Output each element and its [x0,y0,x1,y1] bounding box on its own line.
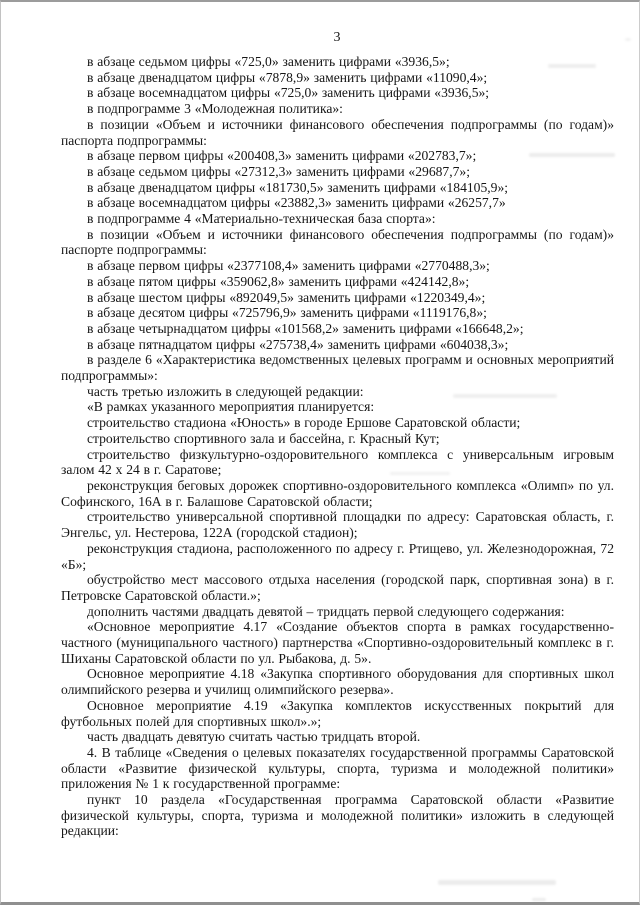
paragraph: «Основное мероприятие 4.17 «Создание объектов спорта в рамках государственно-частного (муниципального частного) партнерства «Спортивно-оздоровительный комплекс в г. Шиханы Саратовской области по ул. Рыбакова, д. 5». [61,619,614,666]
page-number: 3 [333,30,341,45]
paragraph: обустройство мест массового отдыха населения (городской парк, спортивная зона) в г. Петровске Саратовской области.»; [61,572,614,603]
document-body [61,54,614,839]
paragraph: строительство физкультурно-оздоровительного комплекса с универсальным игровым залом 42 х 24 в г. Саратове; [61,446,614,478]
paragraph: в позиции «Объем и источники финансового обеспечения подпрограммы (по годам)» паспорта подпрограммы: [61,116,614,148]
paragraph: в абзаце седьмом цифры «27312,3» заменить цифрами «29687,7»; [87,163,470,179]
paragraph: в абзаце пятом цифры «359062,8» заменить цифрами «424142,8»; [87,273,470,289]
paragraph: часть двадцать девятую считать частью тридцать второй. [87,729,421,745]
scan-artifact [532,898,546,901]
paragraph: в подпрограмме 3 «Молодежная политика»: [87,101,343,117]
paragraph: в абзаце шестом цифры «892049,5» заменить цифрами «1220349,4»; [87,289,486,305]
paragraph: в разделе 6 «Характеристика ведомственных целевых программ и основных мероприятий подпрограммы»: [61,352,614,384]
paragraph: часть третью изложить в следующей редакции: [87,383,364,399]
paragraph: в абзаце первом цифры «2377108,4» заменить цифрами «2770488,3»; [87,258,490,274]
paragraph: в абзаце пятнадцатом цифры «275738,4» заменить цифрами «604038,3»; [87,336,509,352]
paragraph: в абзаце первом цифры «200408,3» заменить цифрами «202783,7»; [87,148,477,164]
paragraph: реконструкция беговых дорожек спортивно-оздоровительного комплекса «Олимп» по ул. Софинского, 16А в г. Балашове Саратовской области; [61,477,614,509]
paragraph: строительство стадиона «Юность» в городе Ершове Саратовской области; [87,415,521,431]
paragraph: в абзаце четырнадцатом цифры «101568,2» заменить цифрами «166648,2»; [87,320,524,336]
paragraph: строительство универсальной спортивной площадки по адресу: Саратовская область, г. Энгельс, ул. Нестерова, 122А (городской стадион); [61,509,614,541]
paragraph: реконструкция стадиона, расположенного по адресу г. Ртищево, ул. Железнодорожная, 72 «Б»; [61,540,614,572]
scan-artifact [438,880,556,885]
paragraph: строительство спортивного зала и бассейна, г. Красный Кут; [87,430,440,446]
paragraph: в абзаце восемнадцатом цифры «23882,3» заменить цифрами «26257,7» [87,195,506,211]
paragraph: дополнить частями двадцать девятой – тридцать первой следующего содержания: [87,603,565,619]
paragraph: пункт 10 раздела «Государственная программа Саратовской области «Развитие физической культуры, спорта, туризма и молодежной политики» изложить в следующей редакции: [61,792,614,839]
paragraph: «В рамках указанного мероприятия планируется: [87,399,375,415]
paragraph: в абзаце двенадцатом цифры «7878,9» заменить цифрами «11090,4»; [87,69,488,85]
paragraph: в абзаце восемнадцатом цифры «725,0» заменить цифрами «3936,5»; [87,85,490,101]
paragraph: в абзаце двенадцатом цифры «181730,5» заменить цифрами «184105,9»; [87,179,509,195]
paragraph: 4. В таблице «Сведения о целевых показателях государственной программы Саратовской области «Развитие физической культуры, спорта, туризма и молодежной политики» приложения № 1 к государственной программе: [61,744,614,792]
paragraph: Основное мероприятие 4.19 «Закупка комплектов искусственных покрытий для футбольных полей для спортивных школ».»; [61,697,614,729]
paragraph: в позиции «Объем и источники финансового обеспечения подпрограммы (по годам)» паспорте подпрограммы: [61,226,614,258]
paragraph: в абзаце десятом цифры «725796,9» заменить цифрами «1119176,8»; [87,305,487,321]
paragraph: в абзаце седьмом цифры «725,0» заменить цифрами «3936,5»; [87,54,450,69]
paragraph: в подпрограмме 4 «Материально-техническая база спорта»: [87,211,436,227]
paragraph: Основное мероприятие 4.18 «Закупка спортивного оборудования для спортивных школ олимпийского резерва и училищ олимпийского резерва». [61,666,614,698]
